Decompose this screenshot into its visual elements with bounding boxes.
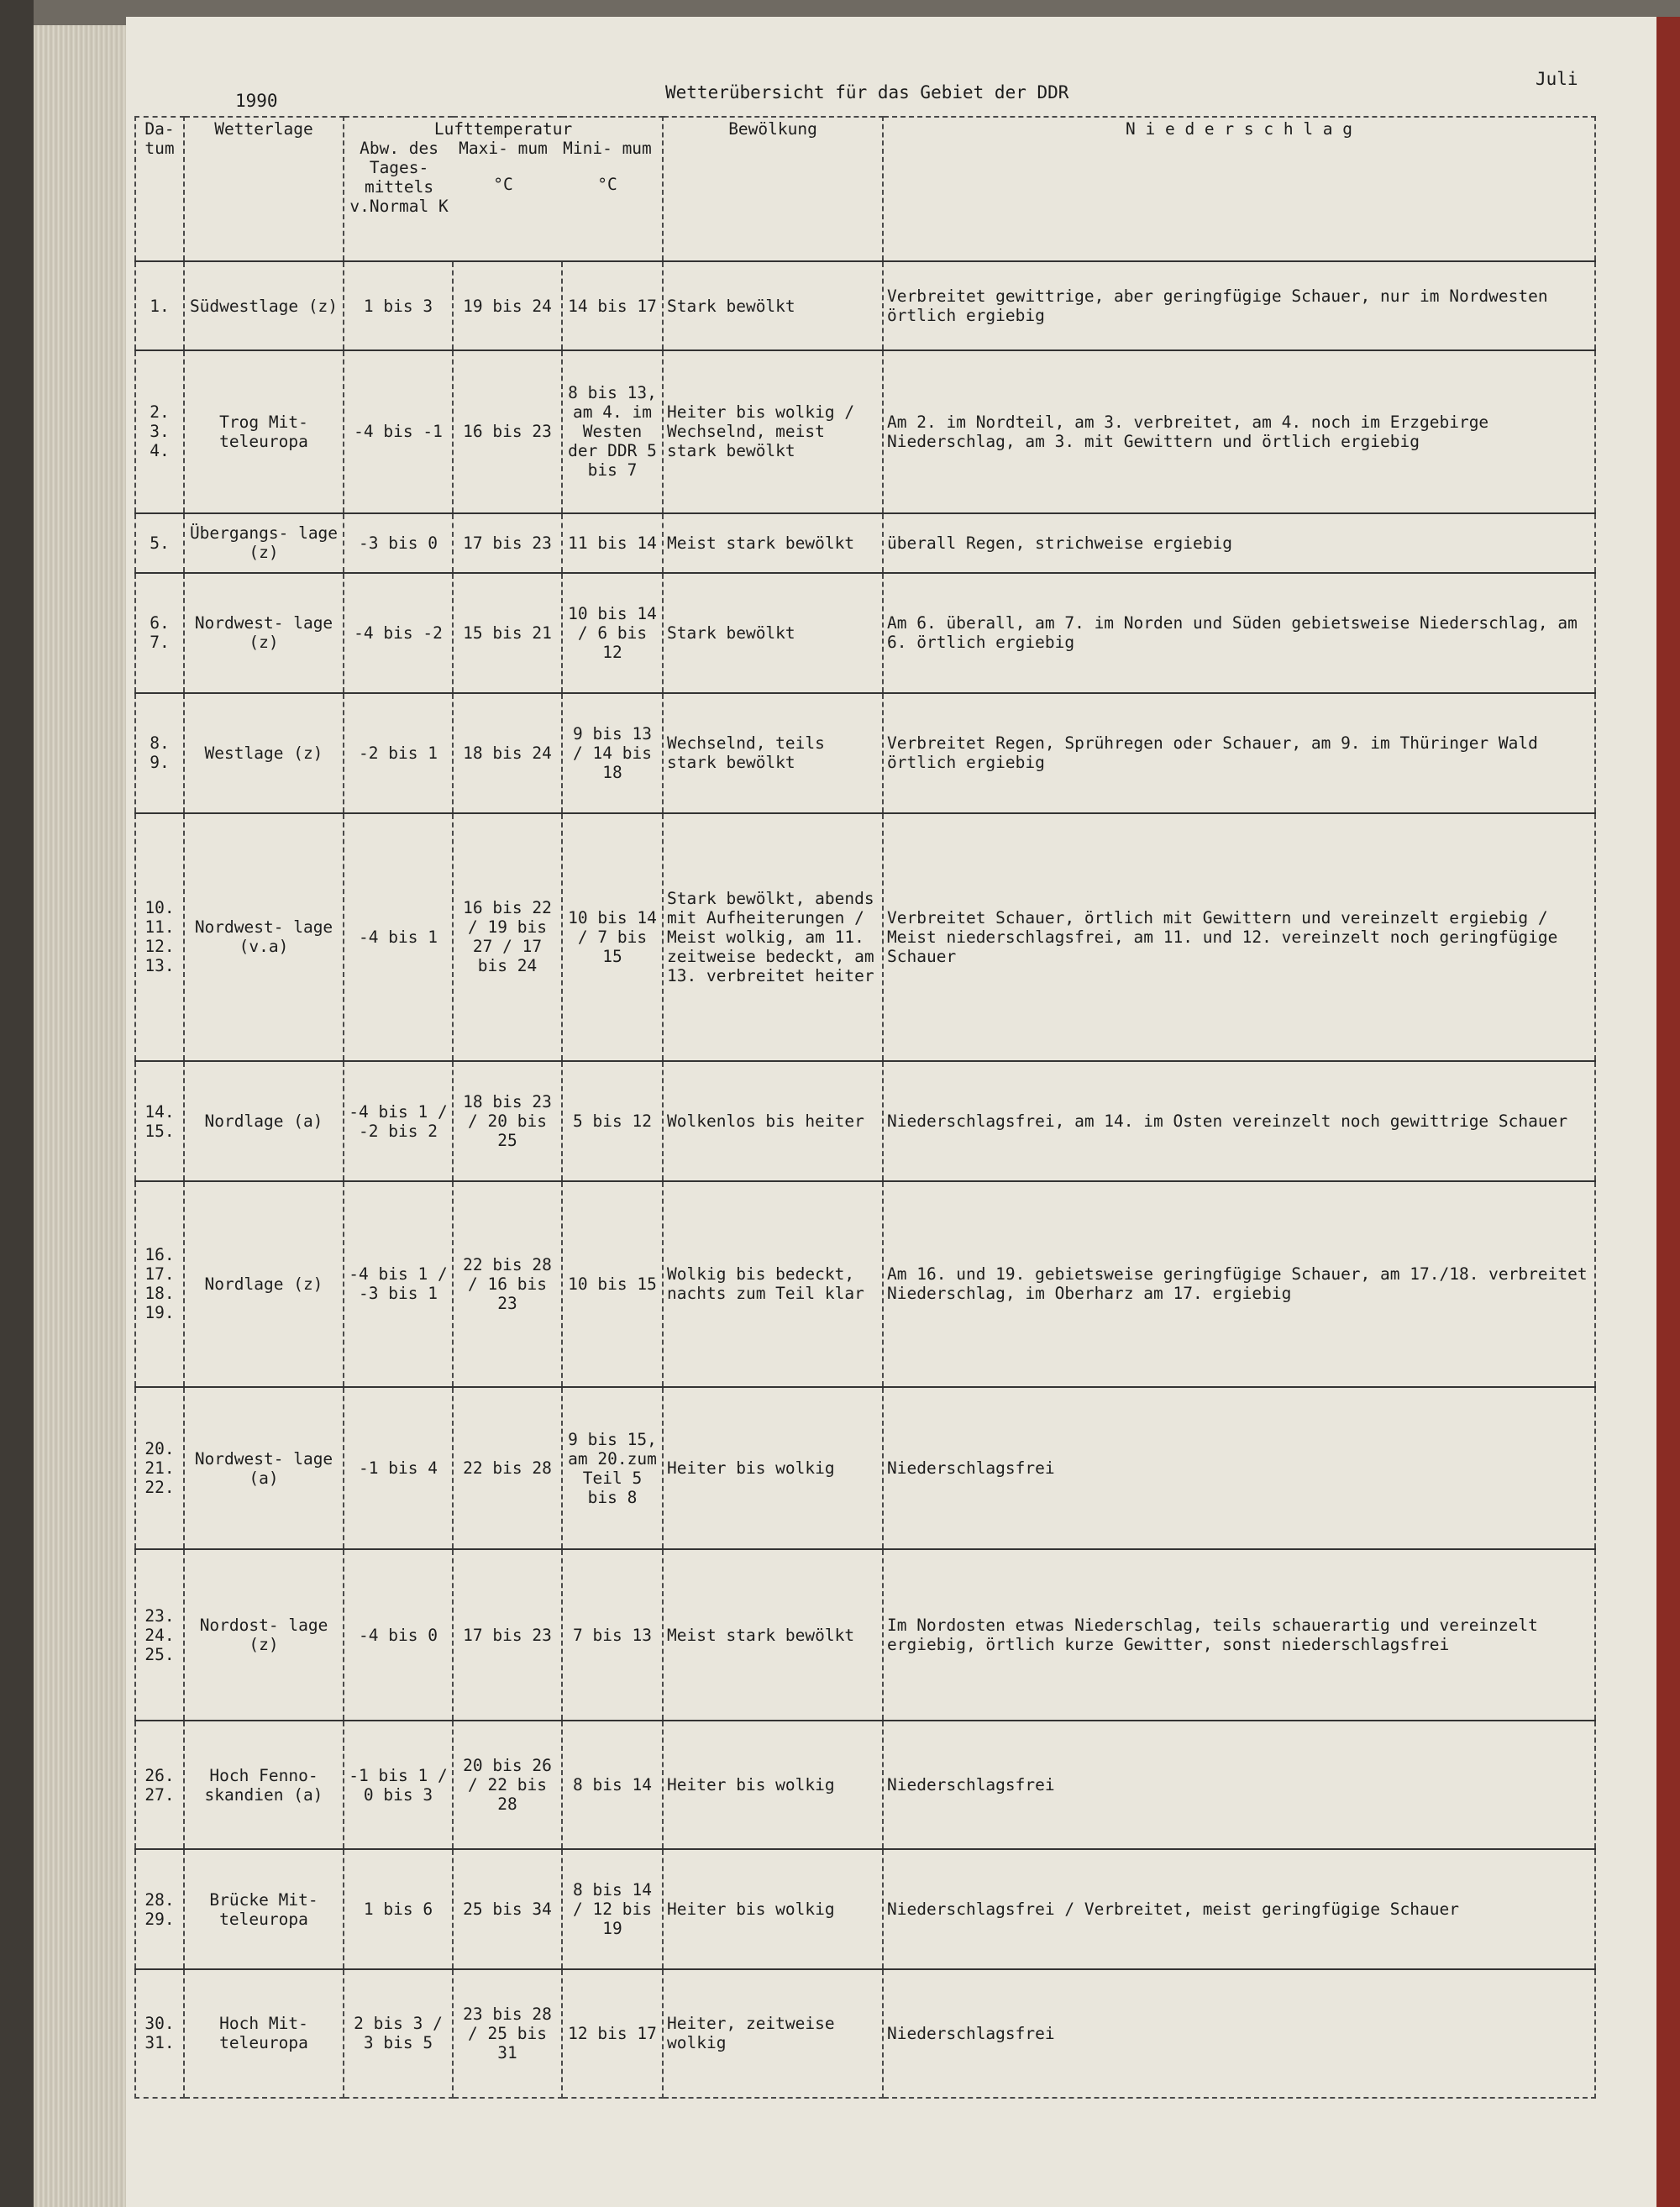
page-month: Juli — [1536, 69, 1578, 89]
cell-max: 15 bis 21 — [453, 573, 562, 693]
cell-lage: Nordost- lage (z) — [184, 1549, 344, 1721]
table-body — [135, 261, 1595, 2098]
cell-min: 11 bis 14 — [562, 513, 663, 573]
cell-abw: -4 bis -2 — [344, 573, 453, 693]
book-edge — [1656, 17, 1680, 2207]
table-row — [135, 1969, 1595, 2098]
cell-nied: Am 16. und 19. gebietsweise geringfügige Schauer, am 17./18. verbreitet Niederschlag, im Oberharz am 17. ergiebig — [883, 1181, 1595, 1387]
cell-nied: Verbreitet Schauer, örtlich mit Gewittern und vereinzelt ergiebig / Meist niederschlagsfrei, am 11. und 12. vereinzelt noch geringfügige Schauer — [883, 813, 1595, 1062]
cell-min: 8 bis 13, am 4. im Westen der DDR 5 bis 7 — [562, 350, 663, 513]
table-row — [135, 1549, 1595, 1721]
table-row — [135, 573, 1595, 693]
cell-bew: Wechselnd, teils stark bewölkt — [663, 693, 883, 813]
weather-table — [134, 116, 1596, 2099]
cell-min: 10 bis 14 / 7 bis 15 — [562, 813, 663, 1062]
cell-bew: Heiter bis wolkig / Wechselnd, meist stark bewölkt — [663, 350, 883, 513]
table-row — [135, 1387, 1595, 1550]
cell-lage: Nordwest- lage (a) — [184, 1387, 344, 1550]
cell-bew: Heiter, zeitweise wolkig — [663, 1969, 883, 2098]
cell-min: 8 bis 14 — [562, 1721, 663, 1849]
cell-abw: -1 bis 4 — [344, 1387, 453, 1550]
cell-abw: -2 bis 1 — [344, 693, 453, 813]
page-stack-edge — [34, 25, 126, 2207]
col-abw: Abw. des Tages- mittels v.Normal K — [349, 139, 449, 216]
cell-nied: Am 6. überall, am 7. im Norden und Süden gebietsweise Niederschlag, am 6. örtlich ergiebig — [883, 573, 1595, 693]
cell-nied: Niederschlagsfrei, am 14. im Osten vereinzelt noch gewittrige Schauer — [883, 1061, 1595, 1181]
cell-bew: Stark bewölkt — [663, 573, 883, 693]
cell-min: 12 bis 17 — [562, 1969, 663, 2098]
cell-abw: -1 bis 1 / 0 bis 3 — [344, 1721, 453, 1849]
cell-min: 9 bis 13 / 14 bis 18 — [562, 693, 663, 813]
table-row — [135, 693, 1595, 813]
page-title: Wetterübersicht für das Gebiet der DDR — [665, 82, 1069, 102]
cell-nied: Niederschlagsfrei — [883, 1721, 1595, 1849]
cell-abw: -4 bis -1 — [344, 350, 453, 513]
table-row — [135, 1721, 1595, 1849]
cell-day: 20. 21. 22. — [135, 1387, 184, 1550]
cell-max: 25 bis 34 — [453, 1849, 562, 1969]
cell-bew: Meist stark bewölkt — [663, 1549, 883, 1721]
cell-nied: Im Nordosten etwas Niederschlag, teils schauerartig und vereinzelt ergiebig, örtlich kurze Gewitter, sonst niederschlagsfrei — [883, 1549, 1595, 1721]
col-lufttemperatur — [344, 117, 663, 261]
cell-nied: Niederschlagsfrei — [883, 1387, 1595, 1550]
cell-day: 10. 11. 12. 13. — [135, 813, 184, 1062]
col-niederschlag: N i e d e r s c h l a g — [883, 117, 1595, 261]
cell-lage: Hoch Fenno- skandien (a) — [184, 1721, 344, 1849]
cell-lage: Westlage (z) — [184, 693, 344, 813]
cell-lage: Brücke Mit- teleuropa — [184, 1849, 344, 1969]
cell-abw: -4 bis 1 / -2 bis 2 — [344, 1061, 453, 1181]
cell-bew: Stark bewölkt, abends mit Aufheiterungen / Meist wolkig, am 11. zeitweise bedeckt, am 13. verbreitet heiter — [663, 813, 883, 1062]
cell-abw: -4 bis 1 — [344, 813, 453, 1062]
cell-abw: 2 bis 3 / 3 bis 5 — [344, 1969, 453, 2098]
cell-day: 8. 9. — [135, 693, 184, 813]
col-mini-unit: °C — [597, 175, 617, 194]
cell-nied: Niederschlagsfrei — [883, 1969, 1595, 2098]
cell-max: 17 bis 23 — [453, 513, 562, 573]
cell-max: 16 bis 22 / 19 bis 27 / 17 bis 24 — [453, 813, 562, 1062]
cell-bew: Heiter bis wolkig — [663, 1387, 883, 1550]
cell-min: 8 bis 14 / 12 bis 19 — [562, 1849, 663, 1969]
cell-nied: Am 2. im Nordteil, am 3. verbreitet, am 4. noch im Erzgebirge Niederschlag, am 3. mit Gewittern und örtlich ergiebig — [883, 350, 1595, 513]
cell-nied: Verbreitet gewittrige, aber geringfügige Schauer, nur im Nordwesten örtlich ergiebig — [883, 261, 1595, 350]
cell-min: 7 bis 13 — [562, 1549, 663, 1721]
cell-nied: überall Regen, strichweise ergiebig — [883, 513, 1595, 573]
cell-abw: -3 bis 0 — [344, 513, 453, 573]
cell-abw: -4 bis 0 — [344, 1549, 453, 1721]
cell-bew: Meist stark bewölkt — [663, 513, 883, 573]
table-row — [135, 261, 1595, 350]
col-bewoelkung: Bewölkung — [663, 117, 883, 261]
col-maxi-label: Maxi- mum — [459, 139, 548, 158]
cell-lage: Nordlage (a) — [184, 1061, 344, 1181]
cell-day: 26. 27. — [135, 1721, 184, 1849]
cell-day: 28. 29. — [135, 1849, 184, 1969]
cell-min: 10 bis 14 / 6 bis 12 — [562, 573, 663, 693]
cell-min: 14 bis 17 — [562, 261, 663, 350]
cell-bew: Stark bewölkt — [663, 261, 883, 350]
cell-max: 18 bis 24 — [453, 693, 562, 813]
cell-abw: 1 bis 3 — [344, 261, 453, 350]
cell-max: 22 bis 28 / 16 bis 23 — [453, 1181, 562, 1387]
cell-nied: Niederschlagsfrei / Verbreitet, meist geringfügige Schauer — [883, 1849, 1595, 1969]
cell-day: 30. 31. — [135, 1969, 184, 2098]
cell-lage: Nordwest- lage (z) — [184, 573, 344, 693]
cell-abw: -4 bis 1 / -3 bis 1 — [344, 1181, 453, 1387]
table-row — [135, 1061, 1595, 1181]
cell-day: 5. — [135, 513, 184, 573]
cell-max: 23 bis 28 / 25 bis 31 — [453, 1969, 562, 2098]
cell-max: 19 bis 24 — [453, 261, 562, 350]
binding-gutter — [0, 0, 34, 2207]
col-mini — [556, 139, 659, 216]
cell-min: 5 bis 12 — [562, 1061, 663, 1181]
cell-bew: Wolkig bis bedeckt, nachts zum Teil klar — [663, 1181, 883, 1387]
cell-min: 10 bis 15 — [562, 1181, 663, 1387]
col-datum: Da- tum — [135, 117, 184, 261]
cell-nied: Verbreitet Regen, Sprühregen oder Schauer, am 9. im Thüringer Wald örtlich ergiebig — [883, 693, 1595, 813]
lufttemperatur-label: Lufttemperatur — [433, 119, 573, 139]
col-maxi-unit: °C — [493, 175, 513, 194]
page-year: 1990 — [235, 91, 278, 111]
cell-lage: Übergangs- lage (z) — [184, 513, 344, 573]
cell-max: 18 bis 23 / 20 bis 25 — [453, 1061, 562, 1181]
col-maxi — [450, 139, 556, 216]
cell-bew: Heiter bis wolkig — [663, 1721, 883, 1849]
cell-day: 1. — [135, 261, 184, 350]
cell-bew: Wolkenlos bis heiter — [663, 1061, 883, 1181]
cell-max: 16 bis 23 — [453, 350, 562, 513]
table-row — [135, 1181, 1595, 1387]
table-row — [135, 813, 1595, 1062]
cell-max: 20 bis 26 / 22 bis 28 — [453, 1721, 562, 1849]
table-row — [135, 513, 1595, 573]
table-row — [135, 1849, 1595, 1969]
cell-lage: Hoch Mit- teleuropa — [184, 1969, 344, 2098]
cell-lage: Nordlage (z) — [184, 1181, 344, 1387]
cell-lage: Südwestlage (z) — [184, 261, 344, 350]
cell-max: 22 bis 28 — [453, 1387, 562, 1550]
col-wetterlage: Wetterlage — [184, 117, 344, 261]
col-mini-label: Mini- mum — [563, 139, 652, 158]
cell-max: 17 bis 23 — [453, 1549, 562, 1721]
cell-day: 2. 3. 4. — [135, 350, 184, 513]
cell-day: 16. 17. 18. 19. — [135, 1181, 184, 1387]
table-row — [135, 350, 1595, 513]
cell-day: 23. 24. 25. — [135, 1549, 184, 1721]
cell-day: 14. 15. — [135, 1061, 184, 1181]
cell-lage: Nordwest- lage (v.a) — [184, 813, 344, 1062]
cell-bew: Heiter bis wolkig — [663, 1849, 883, 1969]
cell-abw: 1 bis 6 — [344, 1849, 453, 1969]
cell-min: 9 bis 15, am 20.zum Teil 5 bis 8 — [562, 1387, 663, 1550]
cell-lage: Trog Mit- teleuropa — [184, 350, 344, 513]
cell-day: 6. 7. — [135, 573, 184, 693]
